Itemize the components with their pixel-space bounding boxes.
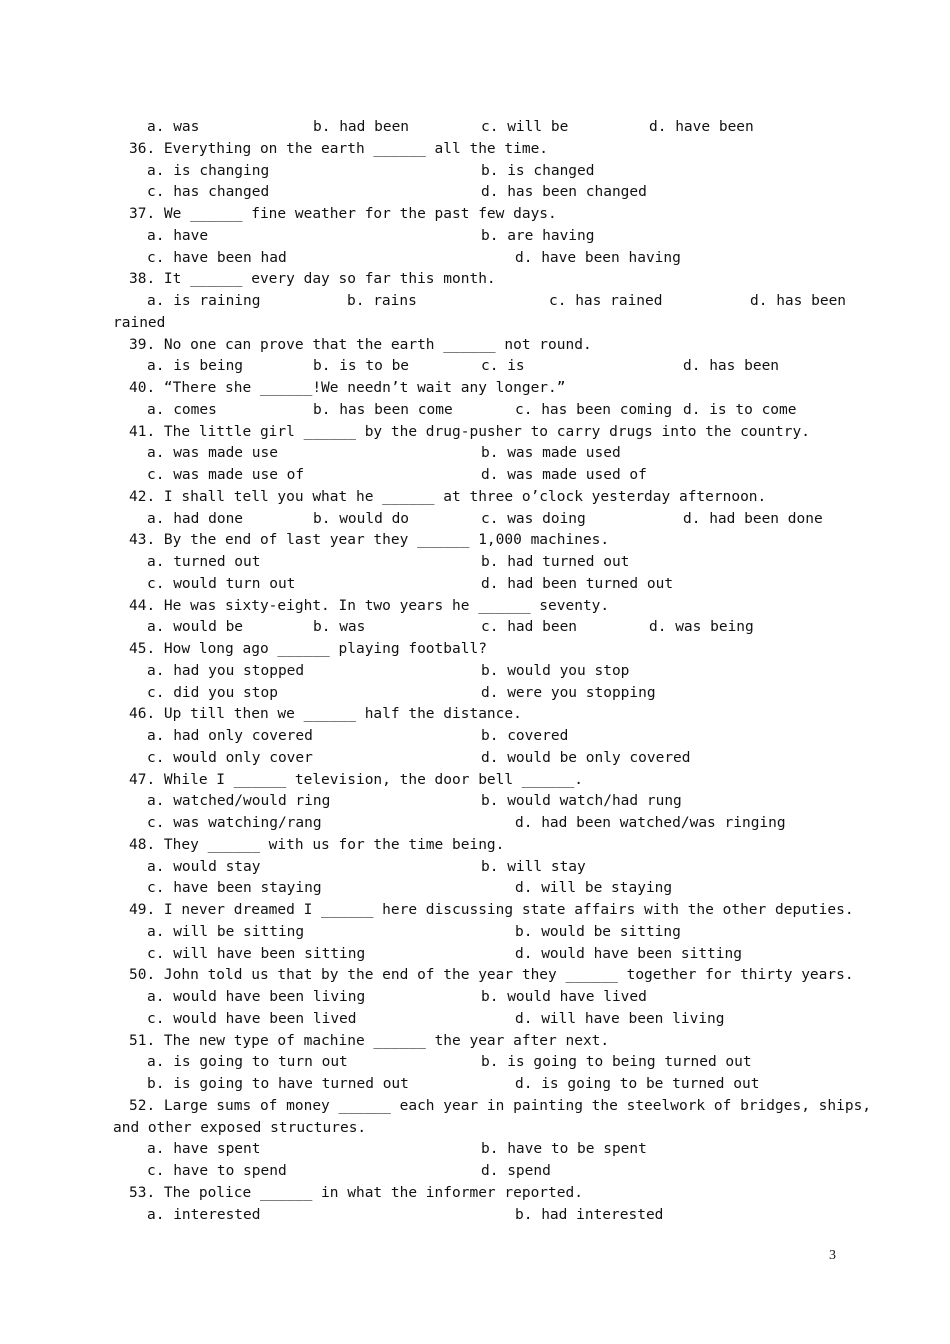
option-text: c. was doing	[481, 510, 586, 527]
option-line	[0, 160, 950, 182]
question-line	[0, 486, 950, 508]
option-text: b. have to be spent	[481, 1141, 647, 1158]
option-text: b. has been come	[313, 401, 453, 418]
option-line	[0, 355, 950, 377]
option-text: a. is changing	[147, 162, 270, 179]
question-text: 46. Up till then we ______ half the distance.	[129, 706, 522, 723]
option-line	[0, 660, 950, 682]
option-line	[0, 790, 950, 812]
option-text: d. were you stopping	[481, 684, 656, 701]
question-text: 47. While I ______ television, the door bell ______.	[129, 771, 583, 788]
option-line	[0, 725, 950, 747]
option-text: a. watched/would ring	[147, 793, 331, 810]
option-line	[0, 986, 950, 1008]
option-line	[0, 921, 950, 943]
question-text: 44. He was sixty-eight. In two years he ______ seventy.	[129, 597, 610, 614]
option-text: c. will be	[481, 119, 569, 135]
question-line	[0, 377, 950, 399]
option-text: b. will stay	[481, 858, 586, 875]
option-text: b. rains	[347, 293, 417, 309]
option-text: b. would have lived	[481, 989, 647, 1005]
option-text: a. was made use	[147, 445, 278, 462]
option-text: b. is to be	[313, 358, 410, 375]
question-line	[0, 899, 950, 921]
option-line	[0, 181, 950, 203]
option-text: b. was made used	[481, 445, 621, 462]
question-text: 52. Large sums of money ______ each year in painting the steelwork of bridges, ships,	[129, 1097, 872, 1114]
option-text: c. is	[481, 358, 525, 375]
option-text: d. had been turned out	[481, 575, 674, 592]
option-text: a. would stay	[147, 858, 261, 875]
question-line	[0, 421, 950, 443]
option-text: b. covered	[481, 728, 569, 744]
option-text: a. comes	[147, 401, 217, 418]
option-line	[0, 616, 950, 638]
question-line	[0, 595, 950, 617]
question-text: 37. We ______ fine weather for the past few days.	[129, 206, 557, 222]
option-text: b. had been	[313, 119, 410, 135]
question-line	[0, 1030, 950, 1052]
option-text: c. was watching/rang	[147, 815, 322, 831]
option-text: b. would do	[313, 510, 410, 527]
option-text: c. has changed	[147, 184, 270, 201]
option-text: a. is being	[147, 358, 244, 375]
option-text: c. has been coming	[515, 401, 673, 418]
option-text: a. had only covered	[147, 728, 313, 744]
option-line	[0, 551, 950, 573]
option-line	[0, 573, 950, 595]
question-text: 51. The new type of machine ______ the year after next.	[129, 1032, 610, 1049]
option-text: a. turned out	[147, 554, 261, 570]
option-line	[0, 116, 950, 138]
option-text: c. had been	[481, 619, 578, 636]
option-text: d. is going to be turned out	[515, 1076, 760, 1092]
option-line	[0, 812, 950, 834]
option-text: d. spend	[481, 1163, 551, 1179]
option-text: and other exposed structures.	[113, 1119, 367, 1136]
option-text: d. would be only covered	[481, 749, 691, 766]
option-text: d. have been having	[515, 249, 681, 266]
option-line	[0, 943, 950, 965]
question-text: 45. How long ago ______ playing football?	[129, 641, 487, 657]
question-line	[0, 703, 950, 725]
option-text: b. had interested	[515, 1206, 664, 1223]
option-text: d. is to come	[683, 401, 797, 418]
question-text: 40. “There she ______!We needn’t wait any longer.”	[129, 380, 566, 396]
option-line	[0, 225, 950, 247]
option-line	[0, 1008, 950, 1030]
option-text: a. would have been living	[147, 989, 366, 1005]
option-text: b. is going to being turned out	[481, 1054, 752, 1071]
option-text: b. had turned out	[481, 554, 630, 570]
option-line	[0, 1204, 950, 1226]
page-number: 3	[829, 1248, 836, 1263]
option-text: a. was	[147, 119, 200, 135]
option-line	[0, 464, 950, 486]
question-line	[0, 638, 950, 660]
option-text: b. are having	[481, 227, 595, 244]
question-line	[0, 769, 950, 791]
option-line	[0, 856, 950, 878]
option-line	[0, 682, 950, 704]
option-text: a. will be sitting	[147, 923, 305, 940]
option-text: a. interested	[147, 1206, 261, 1223]
question-text: 41. The little girl ______ by the drug-pusher to carry drugs into the country.	[129, 423, 810, 440]
option-line	[0, 442, 950, 464]
option-line	[0, 247, 950, 269]
option-line	[0, 508, 950, 530]
option-line	[0, 1138, 950, 1160]
question-text: 53. The police ______ in what the informer reported.	[129, 1184, 583, 1201]
question-line	[0, 268, 950, 290]
question-text: 49. I never dreamed I ______ here discussing state affairs with the other deputies.	[129, 902, 854, 918]
option-text: b. would be sitting	[515, 923, 681, 940]
option-text: a. is going to turn out	[147, 1054, 348, 1071]
option-text: rained	[113, 314, 166, 331]
question-text: 50. John told us that by the end of the year they ______ together for thirty years.	[129, 967, 854, 984]
question-text: 36. Everything on the earth ______ all the time.	[129, 140, 549, 157]
question-line	[0, 138, 950, 160]
question-text: 42. I shall tell you what he ______ at three o’clock yesterday afternoon.	[129, 488, 767, 505]
option-text: a. had you stopped	[147, 662, 305, 679]
option-line	[0, 1073, 950, 1095]
question-text: 39. No one can prove that the earth ______ not round.	[129, 336, 592, 353]
option-line	[0, 877, 950, 899]
option-text: c. would have been lived	[147, 1010, 357, 1027]
option-line	[0, 747, 950, 769]
option-text: a. have	[147, 227, 209, 244]
option-line	[0, 399, 950, 421]
question-line	[0, 964, 950, 986]
option-text: b. would watch/had rung	[481, 793, 682, 810]
option-text: d. would have been sitting	[515, 945, 742, 962]
option-text: d. has been changed	[481, 184, 647, 201]
option-text: d. will have been living	[515, 1010, 725, 1027]
question-line	[0, 334, 950, 356]
question-line	[0, 203, 950, 225]
option-text: c. have to spend	[147, 1163, 287, 1179]
option-text: d. had been watched/was ringing	[515, 815, 786, 831]
question-text: 43. By the end of last year they ______ 1,000 machines.	[129, 532, 610, 549]
option-text: c. will have been sitting	[147, 945, 366, 962]
question-text: 38. It ______ every day so far this month.	[129, 271, 496, 288]
option-line	[0, 1160, 950, 1182]
question-line	[0, 1095, 950, 1117]
question-line	[0, 834, 950, 856]
option-text: d. has been	[683, 358, 780, 375]
option-text: a. would be	[147, 619, 244, 636]
option-text: b. is changed	[481, 162, 595, 179]
option-text: c. would turn out	[147, 575, 296, 592]
option-text: c. have been had	[147, 249, 287, 266]
question-line	[0, 529, 950, 551]
option-text: b. would you stop	[481, 662, 630, 679]
option-text: c. has rained	[549, 293, 663, 309]
option-text: d. will be staying	[515, 880, 673, 897]
option-text: d. had been done	[683, 510, 823, 527]
option-line	[0, 1117, 950, 1139]
option-text: d. have been	[649, 119, 754, 135]
option-text: c. did you stop	[147, 684, 278, 701]
option-text: b. was	[313, 619, 366, 636]
option-line	[0, 312, 950, 334]
option-text: d. has been	[750, 293, 847, 309]
option-text: d. was made used of	[481, 467, 647, 483]
option-text: b. is going to have turned out	[147, 1076, 409, 1092]
option-line	[0, 290, 950, 312]
option-text: c. was made use of	[147, 467, 305, 483]
option-text: a. have spent	[147, 1141, 261, 1158]
option-text: a. is raining	[147, 293, 261, 309]
option-line	[0, 1051, 950, 1073]
option-text: a. had done	[147, 510, 244, 527]
option-text: c. have been staying	[147, 880, 322, 897]
option-text: d. was being	[649, 619, 754, 636]
question-text: 48. They ______ with us for the time being.	[129, 836, 505, 853]
question-line	[0, 1182, 950, 1204]
option-text: c. would only cover	[147, 749, 313, 766]
